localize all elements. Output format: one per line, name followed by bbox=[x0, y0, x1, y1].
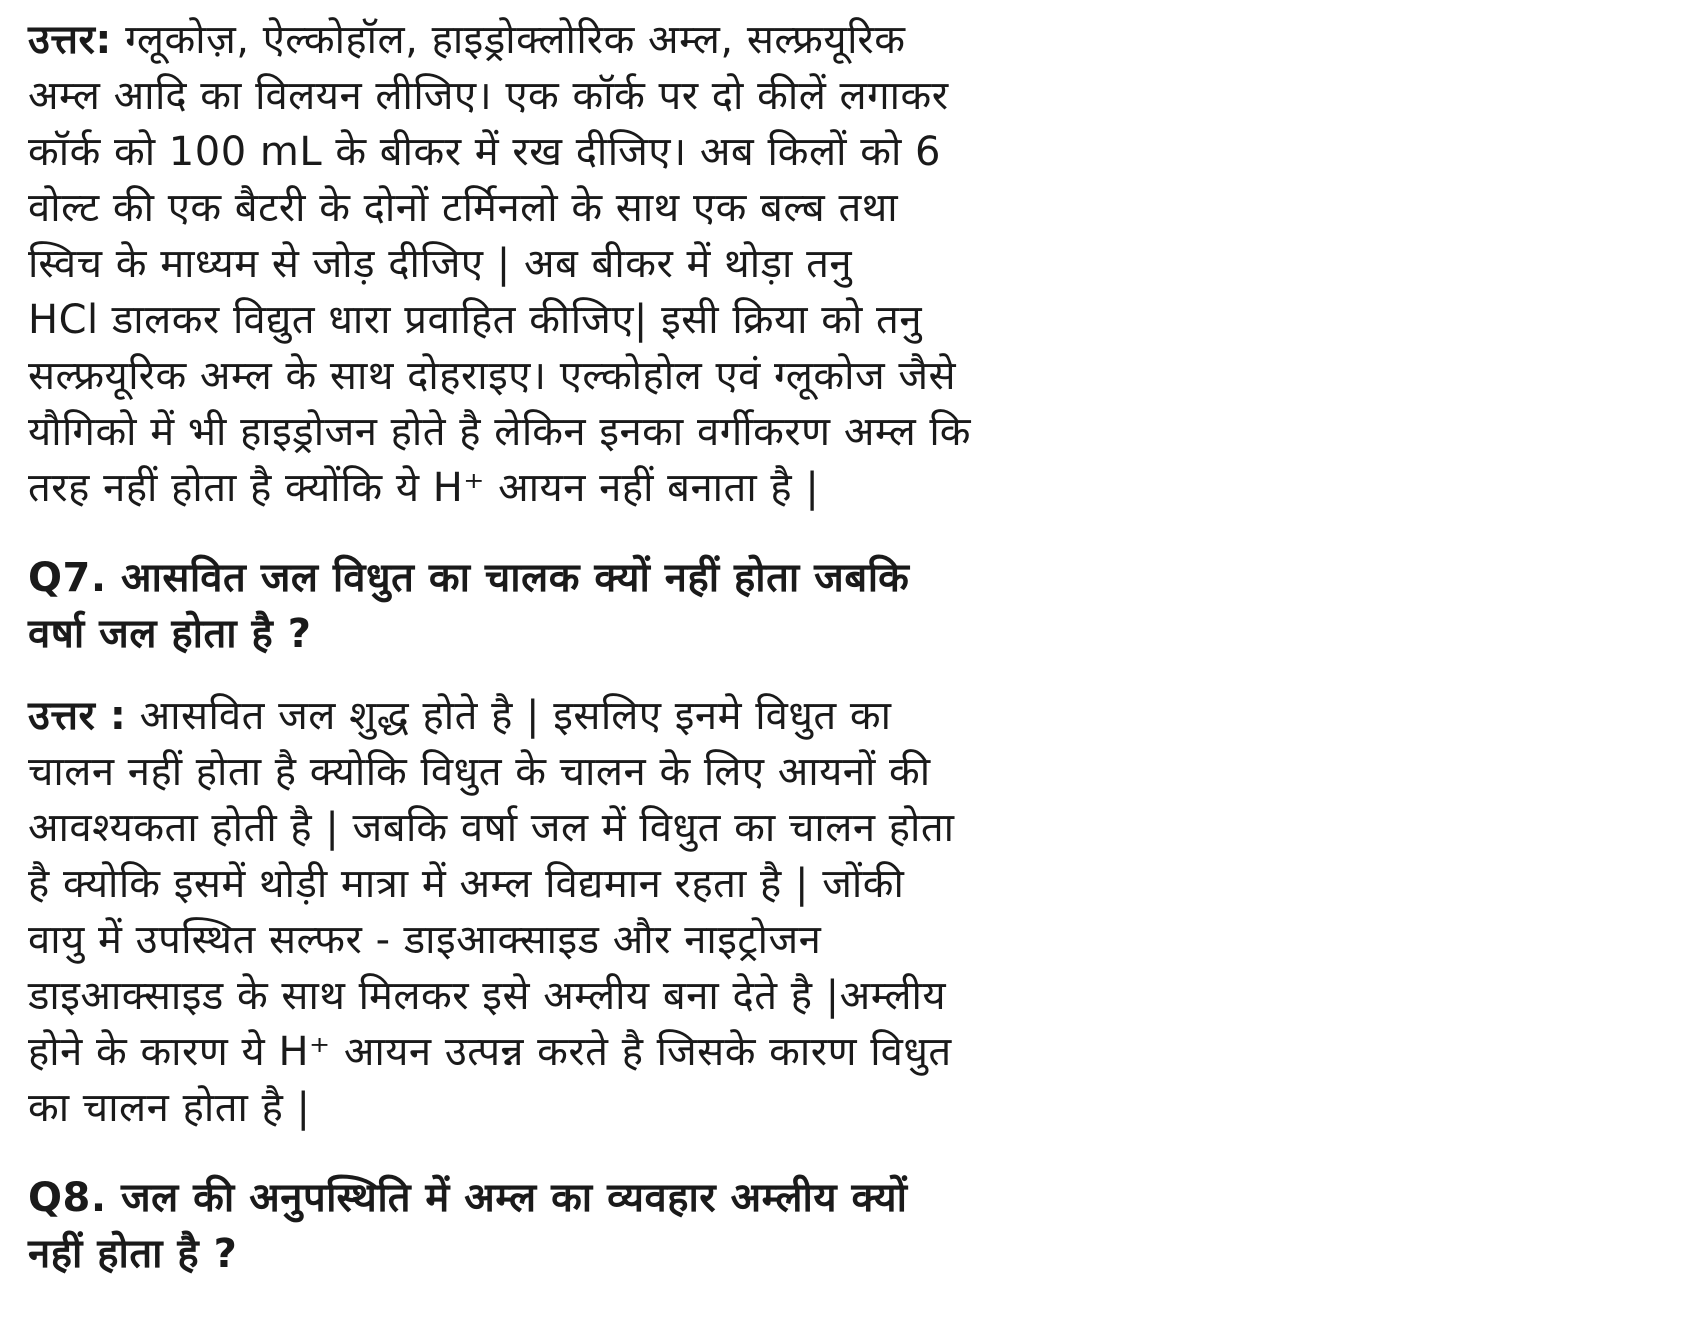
question-8-line: नहीं होता है ? bbox=[28, 1231, 238, 1277]
document-page bbox=[28, 12, 1138, 1282]
answer-7-line: चालन नहीं होता है क्योकि विधुत के चालन के लिए आयनों की bbox=[28, 749, 931, 795]
answer-6-line: वोल्ट की एक बैटरी के दोनों टर्मिनलो के साथ एक बल्ब तथा bbox=[28, 185, 899, 231]
answer-6 bbox=[28, 12, 1138, 516]
answer-7-line: आवश्यकता होती है | जबकि वर्षा जल में विधुत का चालन होता bbox=[28, 805, 955, 851]
answer-7-line: का चालन होता है | bbox=[28, 1085, 311, 1131]
answer-6-line: सल्फ्रयूरिक अम्ल के साथ दोहराइए। एल्कोहोल एवं ग्लूकोज जैसे bbox=[28, 353, 957, 399]
answer-6-line: स्विच के माध्यम से जोड़ दीजिए | अब बीकर में थोड़ा तनु bbox=[28, 241, 853, 287]
question-7-line: वर्षा जल होता है ? bbox=[28, 611, 312, 657]
spacer bbox=[28, 516, 1138, 550]
answer-7-line bbox=[28, 688, 1138, 744]
spacer bbox=[28, 1136, 1138, 1170]
answer-6-line: यौगिको में भी हाइड्रोजन होते है लेकिन इनका वर्गीकरण अम्ल कि bbox=[28, 409, 971, 455]
question-7-line: Q7. आसवित जल विधुत का चालक क्यों नहीं होता जबकि bbox=[28, 555, 910, 601]
answer-7-line: डाइआक्साइड के साथ मिलकर इसे अम्लीय बना देते है |अम्लीय bbox=[28, 973, 947, 1019]
question-8-line: Q8. जल की अनुपस्थिति में अम्ल का व्यवहार अम्लीय क्यों bbox=[28, 1175, 908, 1221]
answer-7-line-text: आसवित जल शुद्ध होते है | इसलिए इनमे विधुत का bbox=[139, 693, 892, 739]
answer-6-line: कॉर्क को 100 mL के बीकर में रख दीजिए। अब किलों को 6 bbox=[28, 129, 941, 175]
question-8 bbox=[28, 1170, 1138, 1282]
answer-7-line: वायु में उपस्थित सल्फर - डाइआक्साइड और नाइट्रोजन bbox=[28, 917, 822, 963]
answer-6-line: HCl डालकर विद्युत धारा प्रवाहित कीजिए| इसी क्रिया को तनु bbox=[28, 297, 923, 343]
answer-label: उत्तर: bbox=[28, 17, 112, 63]
answer-6-line: तरह नहीं होता है क्योंकि ये H⁺ आयन नहीं बनाता है | bbox=[28, 465, 820, 511]
answer-7 bbox=[28, 688, 1138, 1136]
answer-6-line-text: ग्लूकोज़, ऐल्कोहॉल, हाइड्रोक्लोरिक अम्ल, सल्फ्रयूरिक bbox=[125, 17, 906, 63]
answer-6-line bbox=[28, 12, 1138, 68]
question-7 bbox=[28, 550, 1138, 662]
answer-7-line: होने के कारण ये H⁺ आयन उत्पन्न करते है जिसके कारण विधुत bbox=[28, 1029, 952, 1075]
spacer bbox=[28, 662, 1138, 688]
answer-7-line: है क्योकि इसमें थोड़ी मात्रा में अम्ल विद्यमान रहता है | जोंकी bbox=[28, 861, 905, 907]
answer-6-line: अम्ल आदि का विलयन लीजिए। एक कॉर्क पर दो कीलें लगाकर bbox=[28, 73, 949, 119]
answer-label: उत्तर : bbox=[28, 693, 127, 739]
